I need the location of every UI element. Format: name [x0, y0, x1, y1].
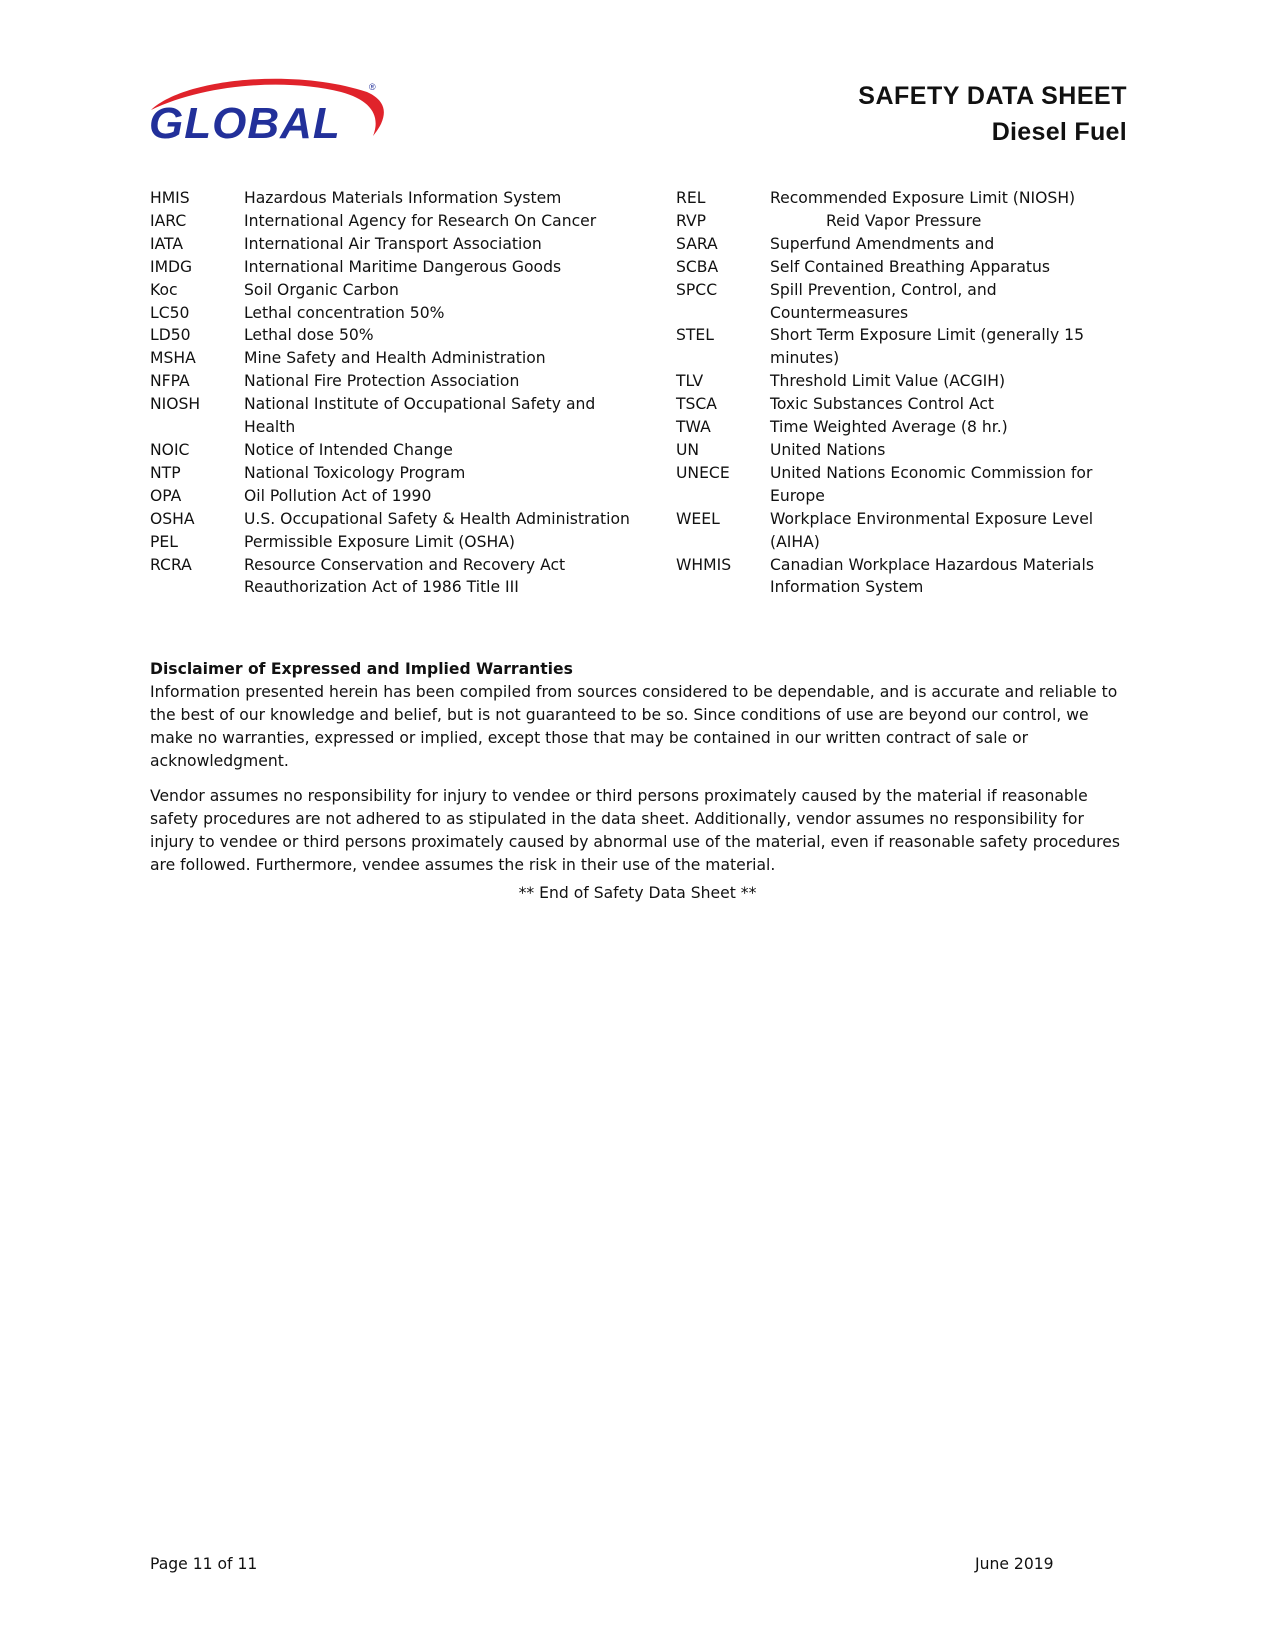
abbreviation-row	[150, 187, 630, 210]
abbreviation-code: LC50	[150, 303, 190, 322]
abbreviation-code: SPCC	[676, 280, 718, 299]
abbreviation-code: Koc	[150, 280, 178, 299]
page-number: Page 11 of 11	[150, 1555, 258, 1573]
abbreviation-definition: United Nations Economic Commission for Europe	[770, 463, 1093, 505]
abbreviation-definition: International Air Transport Association	[244, 234, 542, 253]
abbreviation-code: NIOSH	[150, 395, 201, 414]
abbreviation-definition: National Institute of Occupational Safety and Health	[244, 395, 596, 437]
abbreviation-definition: Superfund Amendments and	[770, 234, 995, 253]
abbreviation-code: NFPA	[150, 372, 190, 391]
product-name: Diesel Fuel	[991, 118, 1127, 146]
abbreviation-code: IARC	[150, 211, 187, 230]
abbreviation-definition: Oil Pollution Act of 1990	[244, 486, 432, 505]
document-header	[858, 78, 1127, 150]
abbreviation-row	[150, 256, 630, 279]
abbreviation-code: OPA	[150, 486, 182, 505]
abbreviation-definition: Threshold Limit Value (ACGIH)	[770, 372, 1006, 391]
abbreviation-definition: Mine Safety and Health Administration	[244, 349, 546, 368]
revision-date: June 2019	[975, 1555, 1054, 1573]
abbreviation-definition: Resource Conservation and Recovery Act Reauthorization Act of 1986 Title III	[244, 555, 566, 597]
logo-text: GLOBAL	[149, 99, 341, 148]
abbreviation-code: OSHA	[150, 509, 195, 528]
abbreviation-row	[676, 210, 1136, 233]
abbreviation-code: RCRA	[150, 555, 192, 574]
abbreviation-code: SARA	[676, 234, 718, 253]
abbreviation-row	[150, 210, 630, 233]
abbreviation-code: TLV	[676, 372, 704, 391]
abbreviation-row	[676, 462, 1136, 508]
abbreviation-row	[676, 233, 1136, 256]
abbreviations-right-column	[676, 187, 1136, 599]
abbreviation-row	[676, 256, 1136, 279]
abbreviation-row	[150, 462, 630, 485]
abbreviation-code: WHMIS	[676, 555, 732, 574]
abbreviation-code: UN	[676, 440, 700, 459]
abbreviation-row	[676, 393, 1136, 416]
abbreviation-row	[676, 416, 1136, 439]
abbreviation-definition: Self Contained Breathing Apparatus	[770, 257, 1051, 276]
abbreviation-definition: Permissible Exposure Limit (OSHA)	[244, 532, 515, 551]
abbreviation-row	[150, 347, 630, 370]
abbreviation-definition: Canadian Workplace Hazardous Materials Information System	[770, 555, 1094, 597]
abbreviation-code: IMDG	[150, 257, 193, 276]
abbreviation-code: STEL	[676, 326, 714, 345]
abbreviation-definition: United Nations	[770, 440, 886, 459]
abbreviation-code: UNECE	[676, 463, 730, 482]
abbreviation-definition: Spill Prevention, Control, and Countermeasures	[770, 280, 997, 322]
abbreviation-row	[676, 439, 1136, 462]
abbreviation-row	[150, 508, 630, 531]
abbreviation-row	[150, 393, 630, 439]
abbreviation-row	[150, 485, 630, 508]
abbreviation-code: IATA	[150, 234, 184, 253]
global-logo	[145, 70, 395, 150]
abbreviation-code: NOIC	[150, 440, 190, 459]
abbreviation-definition: Toxic Substances Control Act	[770, 395, 995, 414]
global-logo-graphic	[145, 70, 395, 150]
abbreviation-definition: National Toxicology Program	[244, 463, 466, 482]
abbreviation-code: HMIS	[150, 189, 190, 207]
abbreviation-code: REL	[676, 189, 706, 207]
abbreviation-code: LD50	[150, 326, 191, 345]
abbreviation-definition: Soil Organic Carbon	[244, 280, 399, 299]
disclaimer-paragraph-2: Vendor assumes no responsibility for injury to vendee or third persons proximately caused by the material if reasonable safety procedures are not adhered to as stipulated in the data sheet. Additionally, vendor assumes no responsibility for injury to vendee or third persons proximately caused by abnormal use of the material, even if reasonable safety procedures are followed. Furthermore, vendee assumes the risk in their use of the material.	[150, 787, 1120, 874]
disclaimer-section	[150, 658, 1130, 889]
abbreviation-row	[150, 531, 630, 554]
abbreviation-row	[150, 439, 630, 462]
abbreviation-code: TWA	[676, 418, 711, 437]
abbreviation-definition: Reid Vapor Pressure	[826, 211, 982, 230]
abbreviation-row	[676, 279, 1136, 325]
disclaimer-paragraph-1: Information presented herein has been compiled from sources considered to be dependable, and is accurate and reliable to the best of our knowledge and belief, but is not guaranteed to be so. Since conditions of use are beyond our control, we make no warranties, expressed or implied, except those that may be contained in our written contract of sale or acknowledgment.	[150, 683, 1118, 770]
abbreviation-definition: Hazardous Materials Information System	[244, 189, 562, 207]
abbreviation-definition: Lethal dose 50%	[244, 326, 374, 345]
abbreviation-row	[150, 302, 630, 325]
abbreviation-definition: International Agency for Research On Cancer	[244, 211, 597, 230]
abbreviation-row	[150, 370, 630, 393]
abbreviation-row	[150, 554, 630, 600]
abbreviation-code: PEL	[150, 532, 178, 551]
abbreviation-definition: National Fire Protection Association	[244, 372, 520, 391]
abbreviation-row	[676, 187, 1136, 210]
abbreviation-code: NTP	[150, 463, 181, 482]
document-type-title: SAFETY DATA SHEET	[858, 82, 1127, 110]
abbreviation-code: RVP	[676, 211, 707, 230]
logo-registered-mark: ®	[369, 82, 376, 92]
abbreviation-row	[150, 279, 630, 302]
abbreviation-definition: Time Weighted Average (8 hr.)	[770, 418, 1008, 437]
abbreviation-row	[676, 554, 1136, 600]
abbreviation-definition: Lethal concentration 50%	[244, 303, 445, 322]
abbreviation-code: MSHA	[150, 349, 196, 368]
abbreviation-row	[676, 324, 1136, 370]
abbreviations-left-column	[150, 187, 630, 599]
disclaimer-title: Disclaimer of Expressed and Implied Warranties	[150, 660, 573, 678]
abbreviation-row	[676, 370, 1136, 393]
abbreviation-definition: Recommended Exposure Limit (NIOSH)	[770, 189, 1076, 207]
abbreviation-definition: Notice of Intended Change	[244, 440, 453, 459]
abbreviation-code: WEEL	[676, 509, 720, 528]
abbreviation-definition: Short Term Exposure Limit (generally 15 minutes)	[770, 326, 1085, 368]
abbreviation-row	[150, 324, 630, 347]
abbreviation-row	[676, 508, 1136, 554]
abbreviation-code: SCBA	[676, 257, 719, 276]
abbreviation-row	[150, 233, 630, 256]
abbreviation-definition: International Maritime Dangerous Goods	[244, 257, 562, 276]
abbreviation-definition: Workplace Environmental Exposure Level (AIHA)	[770, 509, 1094, 551]
abbreviation-definition: U.S. Occupational Safety & Health Administration	[244, 509, 630, 528]
end-of-sheet-marker: ** End of Safety Data Sheet **	[518, 884, 757, 902]
abbreviation-code: TSCA	[676, 395, 717, 414]
